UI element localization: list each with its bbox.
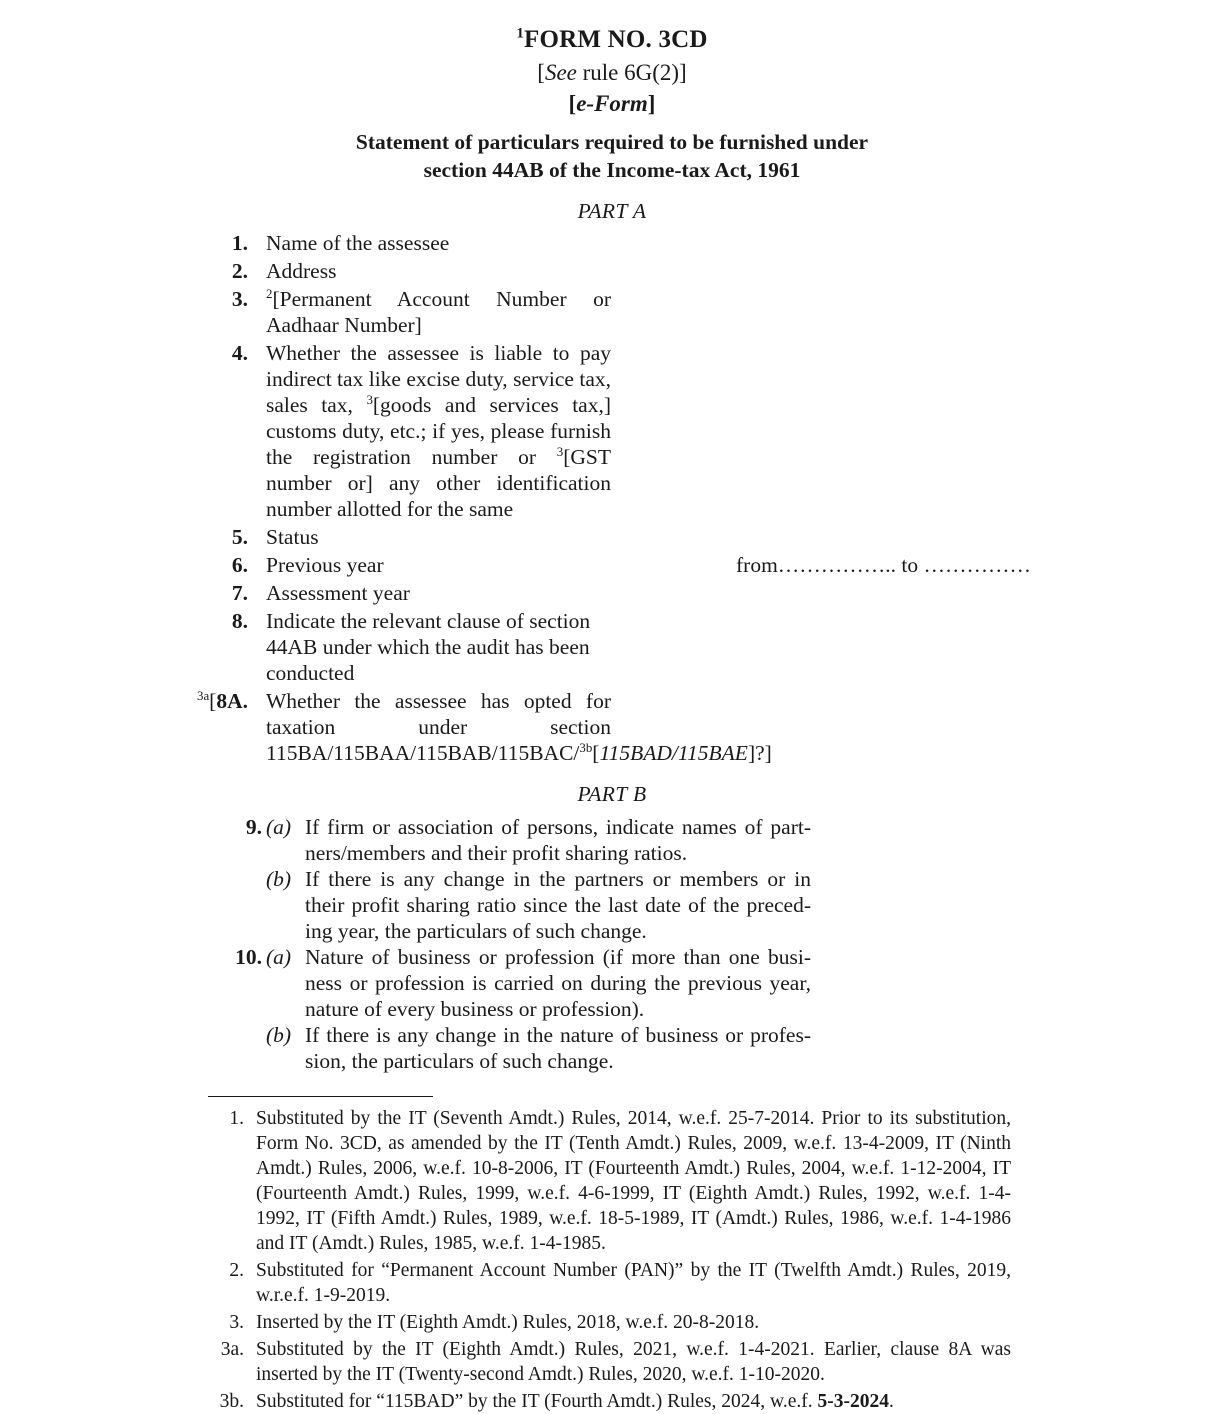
part-a-item-5 [0,524,1224,550]
page-title [0,26,1224,54]
footnote-1 [0,1106,1224,1256]
part-a-item-8a [0,688,1224,766]
item-text: Name of the assessee [266,231,450,256]
item-text-part-2: [ [592,741,600,766]
footnote-number: 2. [229,1260,244,1282]
footnote-marker-3b: 3b [579,740,593,755]
part-a-list [0,230,1224,766]
item-sublabel: (a) [266,945,292,970]
item-text-part-3: [GST number or] any other identification number allotted for the same [266,445,611,522]
part-a-item-6 [0,552,1224,578]
item-sublabel: (b) [266,867,292,892]
footnote-text [256,1389,1011,1414]
item-number [0,688,248,714]
eform-word: e-Form [576,91,648,117]
part-b-item-10a [0,944,1224,1022]
item-number: 4. [231,341,248,366]
item-number-text: 8A. [216,689,248,714]
see-rule-line [0,60,1224,86]
item-sublabel: (a) [266,815,292,840]
footnote-text-after: . [888,1391,894,1413]
see-rule-rest: rule 6G(2)] [576,60,687,85]
item-number: 6. [231,553,248,578]
bracket-open: [ [209,689,217,714]
part-a-item-3 [0,286,1224,338]
part-a-item-4 [0,340,1224,522]
part-a-label: PART A [577,199,647,224]
footnote-number: 1. [229,1108,244,1130]
item-number: 9. [245,815,262,840]
item-number: 5. [231,525,248,550]
footnote-number: 3b. [219,1391,244,1413]
item-text: Nature of business or profession (if more than one busi-ness or profession is carried on during the previous year, nature of every business or profession). [305,945,811,1022]
item-text: Previous year [266,553,384,578]
footnote-separator-rule [208,1096,433,1097]
part-b-item-9a [0,814,1224,866]
item-text-main: [Permanent Account Number or Aadhaar Number] [266,287,611,338]
item-number: 1. [231,231,248,256]
part-a-item-8 [0,608,1224,686]
item-number: 8. [231,609,248,634]
section-names-italic: 115BAD/115BAE [599,741,748,766]
item-text: Status [266,525,319,550]
footnote-text: Substituted by the IT (Eighth Amdt.) Rules, 2021, w.e.f. 1-4-2021. Earlier, clause 8A was inserted by the IT (Twenty-second Amdt.) Rules, 2020, w.e.f. 1-10-2020. [256,1339,1011,1386]
footnote-text-before: Substituted for “115BAD” by the IT (Fourth Amdt.) Rules, 2024, w.e.f. [256,1391,818,1413]
footnote-3 [0,1310,1224,1335]
item-text [266,286,611,338]
see-word: See [544,60,577,85]
title-block [0,0,1224,185]
item-text-part-3: ]?] [747,741,772,766]
footnote-number: 3a. [220,1339,244,1361]
item-sublabel: (b) [266,1023,292,1048]
statement-line-1: Statement of particulars required to be furnished under [355,129,869,154]
item-text [266,340,611,522]
footnote-2 [0,1258,1224,1308]
eform-close-bracket: ] [647,91,656,117]
part-a-item-7 [0,580,1224,606]
form-title-text: FORM NO. 3CD [524,26,708,53]
statement-heading [0,128,1224,185]
eform-line [0,91,1224,117]
footnote-effective-date: 5-3-2024 [817,1391,889,1413]
eform-open-bracket: [ [568,91,577,117]
item-text [266,688,772,766]
part-a-item-2 [0,258,1224,284]
footnote-marker-2: 2 [266,286,273,301]
item-text: Assessment year [266,581,410,606]
footnotes-section [0,1096,1224,1414]
part-b-label: PART B [577,782,647,807]
item-text-part-1: Whether the assessee is liable to pay indirect tax like excise duty, service tax, sales tax, [266,341,611,418]
footnote-marker-1: 1 [516,25,525,42]
item-number: 7. [231,581,248,606]
item-text: Address [266,259,337,284]
footnote-marker-3b: 3 [556,444,564,459]
footnote-text: Inserted by the IT (Eighth Amdt.) Rules, 2018, w.e.f. 20-8-2018. [256,1312,760,1334]
item-text-part-1: Whether the assessee has opted for taxation under section 115BA/115BAA/115BAB/115BAC/ [266,689,611,766]
footnote-marker-3a-prefix: 3a [197,688,210,703]
footnote-text: Substituted for “Permanent Account Number (PAN)” by the IT (Twelfth Amdt.) Rules, 2019, w.r.e.f. 1-9-2019. [256,1260,1011,1307]
part-b-item-9b [0,866,1224,944]
previous-year-range-field[interactable]: from…………….. to …………… [736,553,1032,578]
see-rule-open-bracket: [ [537,60,545,85]
part-b-item-10b [0,1022,1224,1074]
part-a-item-1 [0,230,1224,256]
footnote-list [0,1106,1224,1414]
item-text: If firm or association of persons, indicate names of part-ners/members and their profit sharing ratios. [305,815,811,866]
footnote-3b [0,1389,1224,1414]
footnote-marker-3a: 3 [366,392,373,407]
statement-line-2: section 44AB of the Income-tax Act, 1961 [423,158,801,183]
footnote-number: 3. [229,1312,244,1334]
item-number: 2. [231,259,248,284]
footnote-3a [0,1337,1224,1387]
item-text: Indicate the relevant clause of section 44AB under which the audit has been conducted [266,609,591,686]
part-b-list [0,814,1224,1074]
item-number: 10. [235,945,262,970]
item-text: If there is any change in the partners or members or in their profit sharing ratio since the last date of the preced-ing year, the particulars of such change. [305,867,811,944]
item-text-part-2: [goods and services tax,] customs duty, etc.; if yes, please furnish the registration number or [266,393,611,470]
item-text: If there is any change in the nature of business or profes-sion, the particulars of such change. [305,1023,811,1074]
item-number: 3. [231,287,248,312]
footnote-text: Substituted by the IT (Seventh Amdt.) Rules, 2014, w.e.f. 25-7-2014. Prior to its substitution, Form No. 3CD, as amended by the IT (Tenth Amdt.) Rules, 2009, w.e.f. 13-4-2009, IT (Ninth Amdt.) Rules, 2006, w.e.f. 10-8-2006, IT (Fourteenth Amdt.) Rules, 2004, w.e.f. 1-12-2004, IT (Fourteenth Amdt.) Rules, 1999, w.e.f. 4-6-1999, IT (Eighth Amdt.) Rules, 1992, w.e.f. 1-4-1992, IT (Fifth Amdt.) Rules, 1989, w.e.f. 18-5-1989, IT (Amdt.) Rules, 1986, w.e.f. 1-4-1986 and IT (Amdt.) Rules, 1985, w.e.f. 1-4-1985. [256,1108,1011,1255]
